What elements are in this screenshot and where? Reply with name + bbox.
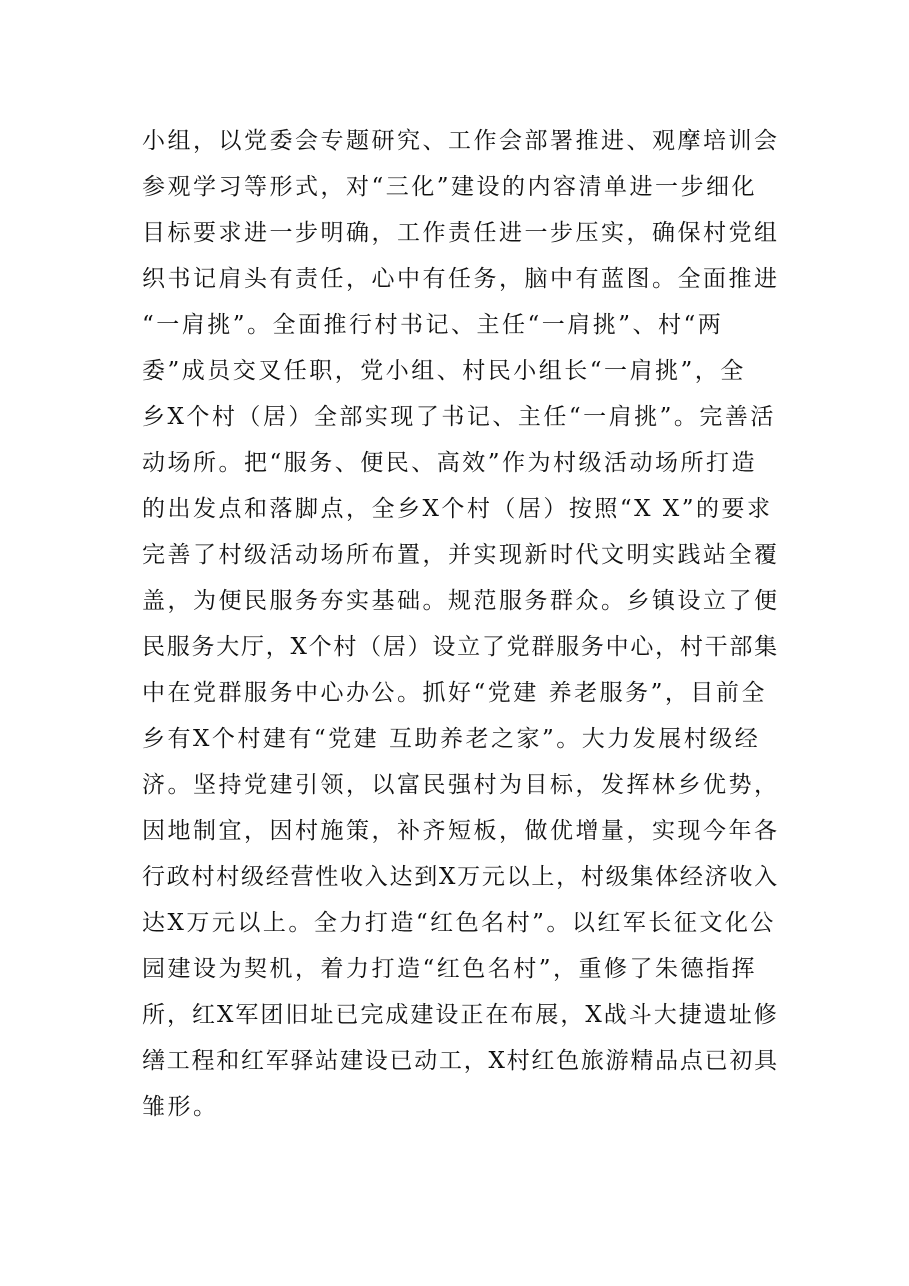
text-line: 民服务大厅，X个村（居）设立了党群服务中心，村干部集 bbox=[142, 634, 779, 660]
text-line: 小组，以党委会专题研究、工作会部署推进、观摩培训会 bbox=[142, 128, 780, 154]
text-line: 雏形。 bbox=[142, 1094, 219, 1120]
text-line: 盖，为便民服务夯实基础。规范服务群众。乡镇设立了便 bbox=[142, 588, 780, 614]
text-line: 织书记肩头有责任，心中有任务，脑中有蓝图。全面推进 bbox=[142, 266, 780, 292]
text-line: 园建设为契机，着力打造“红色名村”，重修了朱德指挥 bbox=[142, 956, 758, 982]
text-line: 动场所。把“服务、便民、高效”作为村级活动场所打造 bbox=[142, 450, 758, 476]
text-line: 的出发点和落脚点，全乡X个村（居）按照“X X”的要求 bbox=[142, 496, 773, 522]
text-line: 委”成员交叉任职，党小组、村民小组长“一肩挑”，全 bbox=[142, 358, 746, 384]
text-line: “一肩挑”。全面推行村书记、主任“一肩挑”、村“两 bbox=[142, 312, 724, 338]
text-line: 目标要求进一步明确，工作责任进一步压实，确保村党组 bbox=[142, 220, 780, 246]
text-line: 因地制宜，因村施策，补齐短板，做优增量，实现今年各 bbox=[142, 818, 780, 844]
text-line: 所，红X军团旧址已完成建设正在布展，X战斗大捷遗址修 bbox=[142, 1002, 779, 1028]
text-line: 缮工程和红军驿站建设已动工，X村红色旅游精品点已初具 bbox=[142, 1048, 779, 1074]
text-line: 完善了村级活动场所布置，并实现新时代文明实践站全覆 bbox=[142, 542, 780, 568]
text-line: 乡X个村（居）全部实现了书记、主任“一肩挑”。完善活 bbox=[142, 404, 776, 430]
text-line: 达X万元以上。全力打造“红色名村”。以红军长征文化公 bbox=[142, 910, 776, 936]
text-line: 乡有X个村建有“党建 互助养老之家”。大力发展村级经 bbox=[142, 726, 761, 752]
text-line: 中在党群服务中心办公。抓好“党建 养老服务”，目前全 bbox=[142, 680, 767, 706]
text-line: 行政村村级经营性收入达到X万元以上，村级集体经济收入 bbox=[142, 864, 779, 890]
body-paragraph bbox=[142, 118, 782, 1130]
text-line: 参观学习等形式，对“三化”建设的内容清单进一步细化 bbox=[142, 174, 758, 200]
text-line: 济。坚持党建引领，以富民强村为目标，发挥林乡优势， bbox=[142, 772, 780, 798]
